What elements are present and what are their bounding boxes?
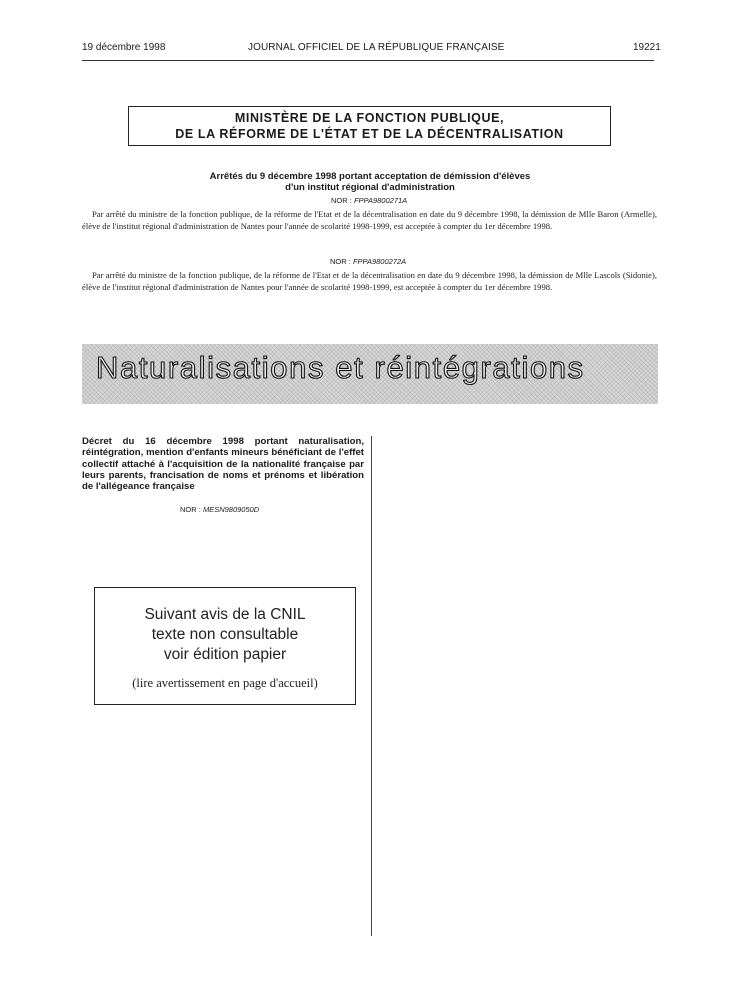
- cnil-note: (lire avertissement en page d'accueil): [132, 676, 318, 690]
- ministry-line-2: DE LA RÉFORME DE L'ÉTAT ET DE LA DÉCENTRALISATION: [175, 127, 564, 141]
- nor-code: FPPA9800271A: [353, 196, 408, 205]
- arretes-title-line-2: d'un institut régional d'administration: [285, 182, 455, 193]
- nor-label: NOR :: [331, 196, 352, 205]
- decret-title: Décret du 16 décembre 1998 portant naturalisation, réintégration, mention d'enfants mineurs bénéficiant de l'effet collectif attaché à l'acquisition de la nationalité française par leurs parents, francisation de noms et prénoms et libération de l'allégeance française: [82, 436, 364, 493]
- journal-title: JOURNAL OFFICIEL DE LA RÉPUBLIQUE FRANÇAISE: [248, 42, 505, 53]
- cnil-line-3: voir édition papier: [163, 646, 287, 663]
- arretes-title-line-1: Arrêtés du 9 décembre 1998 portant acceptation de démission d'élèves: [209, 171, 531, 182]
- page-number: 19221: [633, 42, 661, 53]
- ministry-heading-box: [128, 106, 611, 146]
- nor-label: NOR :: [330, 257, 351, 266]
- nor-label: NOR :: [180, 505, 201, 514]
- nor-code: MESN9809050D: [202, 505, 260, 514]
- decret-nor-reference: [180, 505, 259, 514]
- ministry-line-1: MINISTÈRE DE LA FONCTION PUBLIQUE,: [234, 111, 505, 125]
- nor-reference-2: [330, 257, 406, 266]
- nor-reference-1: [331, 196, 407, 205]
- arrete-paragraph-2: Par arrêté du ministre de la fonction publique, de la réforme de l'Etat et de la décentralisation en date du 9 décembre 1998, la démission de Mlle Lascols (Sidonie), élève de l'institut régional d'administration de Nantes pour l'année de scolarité 1998-1999, est acceptée à compter du 1er décembre 1998.: [82, 270, 657, 292]
- section-banner-title: Naturalisations et réintégrations: [96, 350, 585, 385]
- header-rule: [82, 60, 654, 61]
- nor-code: FPPA9800272A: [352, 257, 407, 266]
- arrete-paragraph-1: Par arrêté du ministre de la fonction publique, de la réforme de l'Etat et de la décentralisation en date du 9 décembre 1998, la démission de Mlle Baron (Armelle), élève de l'institut régional d'administration de Nantes pour l'année de scolarité 1998-1999, est acceptée à compter du 1er décembre 1998.: [82, 209, 657, 231]
- column-divider: [371, 436, 372, 936]
- cnil-notice-box: [94, 587, 356, 705]
- arretes-title: [170, 171, 570, 193]
- cnil-line-2: texte non consultable: [151, 626, 299, 643]
- cnil-line-1: Suivant avis de la CNIL: [144, 606, 306, 623]
- issue-date: 19 décembre 1998: [82, 42, 166, 53]
